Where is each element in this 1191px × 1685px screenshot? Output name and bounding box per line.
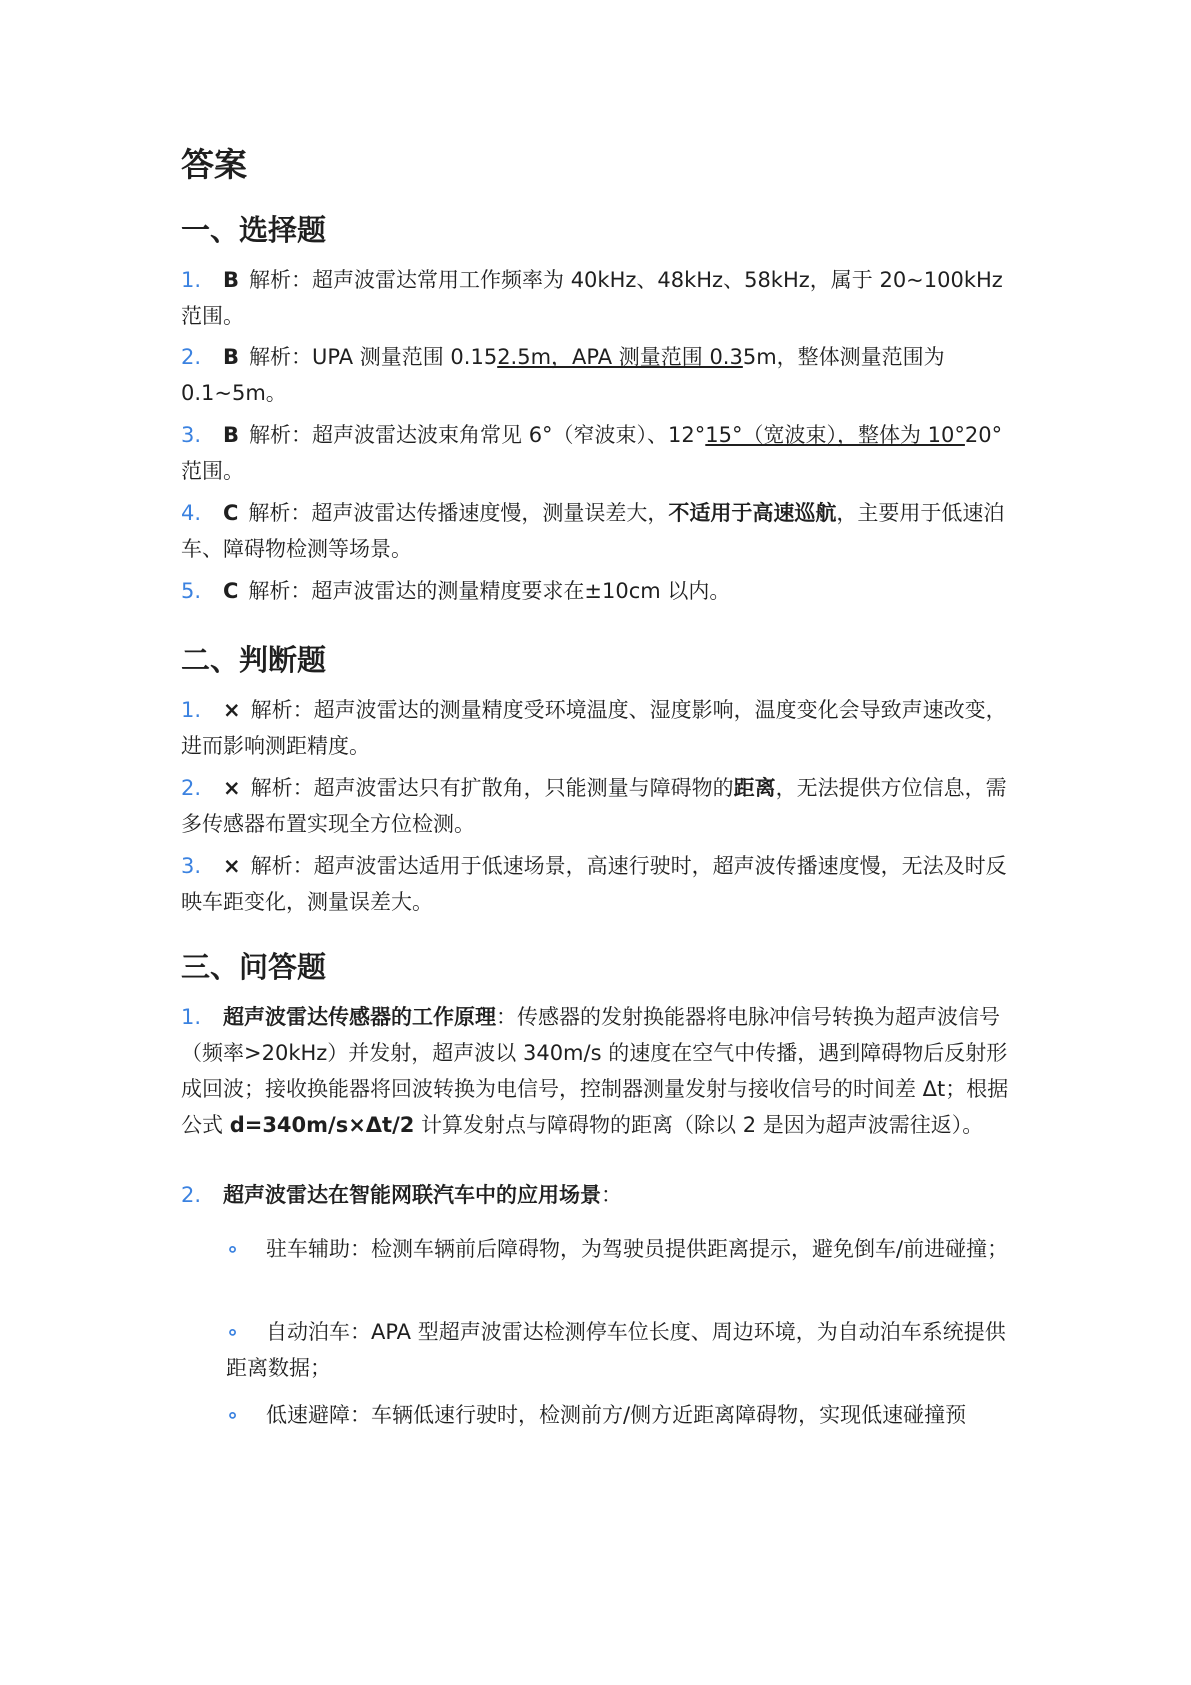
- list-item: [181, 339, 1011, 411]
- item-text: 解析：UPA 测量范围 0.15: [249, 345, 498, 369]
- item-text: 计算发射点与障碍物的距离（除以 2 是因为超声波需往返）。: [414, 1113, 984, 1137]
- item-number: 1.: [181, 698, 202, 722]
- list-item: [181, 848, 1011, 920]
- item-number: 2.: [181, 776, 202, 800]
- bold-lead: 超声波雷达在智能网联汽车中的应用场景: [223, 1183, 601, 1207]
- list-item: [181, 999, 1011, 1143]
- bullet-icon: ∘: [226, 1320, 240, 1344]
- item-text: ：: [601, 1183, 622, 1207]
- bullet-icon: ∘: [226, 1237, 240, 1261]
- underlined-text: 2.5m，APA 测量范围 0.3: [497, 345, 743, 369]
- item-text: 解析：超声波雷达常用工作频率为 40kHz、48kHz、58kHz，属于 20~100kHz 范围。: [181, 268, 1003, 328]
- item-number: 3.: [181, 854, 202, 878]
- list-item: [181, 417, 1011, 489]
- item-number: 1.: [181, 1005, 202, 1029]
- bullet-icon: ∘: [226, 1403, 240, 1427]
- underlined-text: 15°（宽波束），整体为 10°: [705, 423, 965, 447]
- item-number: 2.: [181, 1183, 202, 1207]
- formula-text: d=340m/s×Δt/2: [229, 1113, 415, 1137]
- bullet-item: [226, 1397, 1011, 1433]
- bold-text: 距离: [733, 776, 776, 800]
- answer-label: C: [223, 501, 239, 525]
- bullet-text: 低速避障：车辆低速行驶时，检测前方/侧方近距离障碍物，实现低速碰撞预: [266, 1403, 967, 1427]
- item-number: 5.: [181, 579, 202, 603]
- item-text: 解析：超声波雷达传播速度慢，测量误差大，: [248, 501, 669, 525]
- item-text: 解析：超声波雷达只有扩散角，只能测量与障碍物的: [250, 776, 734, 800]
- section-heading-choice: 一、选择题: [181, 213, 327, 247]
- bullet-item: [226, 1231, 1011, 1267]
- list-item: [181, 770, 1011, 842]
- bold-text: 不适用于高速巡航: [668, 501, 837, 525]
- item-text: 解析：超声波雷达波束角常见 6°（窄波束）、12°: [249, 423, 706, 447]
- bullet-text: 驻车辅助：检测车辆前后障碍物，为驾驶员提供距离提示，避免倒车/前进碰撞；: [266, 1237, 1009, 1261]
- bullet-item: [226, 1314, 1011, 1386]
- bold-lead: 超声波雷达传感器的工作原理: [223, 1005, 496, 1029]
- item-text: ：传感器的发射换能器将电脉冲信号转换为超声波信号（频率>20kHz）并发射，超声波以 340m/s 的速度在空气中传播，遇到障碍物后反射形成回波；接收换能器将回波转换为电信号，控制器测量发射与接收信号的时间差 Δt；根据公式: [181, 1005, 1009, 1137]
- page-title: 答案: [181, 145, 247, 184]
- answer-label: ×: [223, 698, 241, 722]
- item-number: 2.: [181, 345, 202, 369]
- item-number: 4.: [181, 501, 202, 525]
- item-text: 20° 范围。: [181, 423, 1003, 483]
- answer-label: B: [223, 423, 240, 447]
- list-item: [181, 262, 1011, 334]
- item-number: 3.: [181, 423, 202, 447]
- answer-label: ×: [223, 776, 241, 800]
- list-item: [181, 692, 1011, 764]
- answer-label: B: [223, 345, 240, 369]
- answer-label: ×: [223, 854, 241, 878]
- item-number: 1.: [181, 268, 202, 292]
- bullet-text: 自动泊车：APA 型超声波雷达检测停车位长度、周边环境，为自动泊车系统提供距离数据；: [226, 1320, 1006, 1380]
- item-text: 5m，整体测量范围为 0.1~5m。: [181, 345, 945, 405]
- section-heading-qa: 三、问答题: [181, 950, 327, 984]
- item-text: ，无法提供方位信息，需多传感器布置实现全方位检测。: [181, 776, 1007, 836]
- answer-label: B: [223, 268, 240, 292]
- item-text: 解析：超声波雷达的测量精度受环境温度、湿度影响，温度变化会导致声速改变，进而影响测距精度。: [181, 698, 1007, 758]
- item-text: 解析：超声波雷达的测量精度要求在±10cm 以内。: [248, 579, 731, 603]
- item-text: ，主要用于低速泊车、障碍物检测等场景。: [181, 501, 1005, 561]
- list-item: [181, 495, 1011, 567]
- list-item: [181, 573, 1011, 609]
- answer-label: C: [223, 579, 239, 603]
- section-heading-judge: 二、判断题: [181, 643, 327, 677]
- item-text: 解析：超声波雷达适用于低速场景，高速行驶时，超声波传播速度慢，无法及时反映车距变化，测量误差大。: [181, 854, 1007, 914]
- list-item: [181, 1177, 1011, 1213]
